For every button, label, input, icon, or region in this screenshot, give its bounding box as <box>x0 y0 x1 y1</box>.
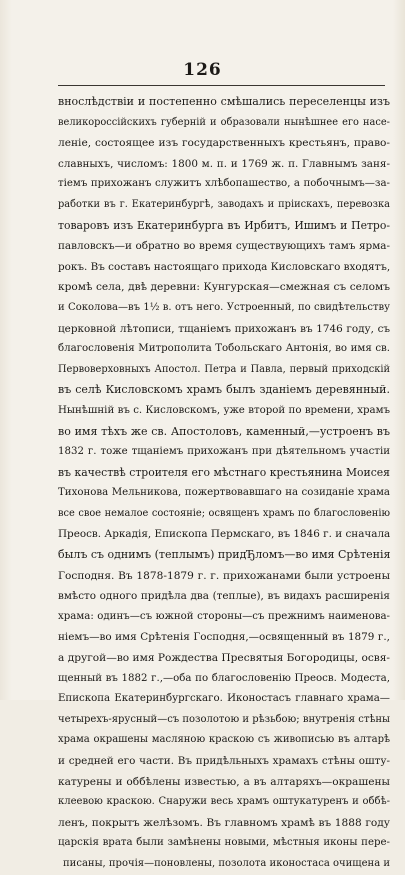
page-number: 126 <box>183 60 222 80</box>
text-line: 1832 г. тоже тщаніемъ прихожанъ при дѣятельномъ участіи <box>58 446 390 458</box>
text-line: катурены и оббѣлены известью, а въ алтаряхъ—окрашены <box>58 775 390 788</box>
text-line: павловскъ—и обратно во время существующихъ тамъ ярма- <box>58 240 390 253</box>
text-line: церковной лѣтописи, тщаніемъ прихожанъ въ 1746 году, съ <box>58 322 390 335</box>
text-line: Первоверховныхъ Апостол. Петра и Павла, первый приходскій <box>58 363 390 375</box>
text-line: Епископа Екатеринбургскаго. Иконостасъ главнаго храма— <box>58 693 390 705</box>
text-line: четырехъ-ярусный—съ позолотою и рѣзьбою; внутренія стѣны <box>58 713 390 725</box>
text-line: царскія врата были замѣнены новыми, мѣстныя иконы пере- <box>58 837 390 849</box>
text-line: внослѣдствіи и постепенно смѣшались переселенцы изъ <box>58 95 390 108</box>
header-rule <box>58 85 385 86</box>
text-line: храма: одинъ—съ южной стороны—съ прежнимъ наименова- <box>58 610 390 622</box>
text-line: работки въ г. Екатеринбургѣ, заводахъ и пріискахъ, перевозка <box>58 198 390 210</box>
text-line: въ селѣ Кисловскомъ храмъ былъ зданіемъ деревянный. <box>58 383 390 397</box>
text-line: великороссійскихъ губерній и образовали нынѣшнее его насе- <box>58 116 390 128</box>
text-line: писаны, прочія—поновлены, позолота иконостаса очищена и <box>63 857 390 869</box>
text-line: тіемъ прихожанъ служитъ хлѣбопашество, а побочнымъ—за- <box>58 178 390 190</box>
text-line: клеевою краскою. Снаружи весь храмъ оштукатуренъ и оббѣ- <box>58 796 390 808</box>
text-line: рокъ. Въ составъ настоящаго прихода Кисловскаго входятъ, <box>58 260 390 273</box>
text-line: Преосв. Аркадія, Епископа Пермскаго, въ 1846 г. и сначала <box>58 528 390 541</box>
text-line: ленъ, покрытъ желѣзомъ. Въ главномъ храмѣ въ 1888 году <box>58 816 390 829</box>
body-text <box>58 92 390 875</box>
text-line: а другой—во имя Рождества Пресвятыя Богородицы, освя- <box>58 652 390 665</box>
text-line: кромѣ села, двѣ деревни: Кунгурская—смежная съ селомъ <box>58 281 390 294</box>
text-line: вмѣсто одного придѣла два (теплые), въ видахъ расширенія <box>58 590 390 603</box>
text-line: славныхъ, числомъ: 1800 м. п. и 1769 ж. п. Главнымъ заня- <box>58 157 390 170</box>
text-line: леніе, состоящее изъ государственныхъ крестьянъ, право- <box>58 137 390 150</box>
text-line: благословенія Митрополита Тобольскаго Антонія, во имя св. <box>58 343 390 355</box>
text-line: въ качествѣ строителя его мѣстнаго крестьянина Моисея <box>58 465 390 479</box>
text-line: и Соколова—въ 1½ в. отъ него. Устроенный, по свидѣтельству <box>58 301 390 313</box>
text-line: во имя тѣхъ же св. Апостоловъ, каменный,—устроенъ въ <box>58 424 390 438</box>
text-line: Тихонова Мельникова, пожертвовавшаго на созиданіе храма <box>58 487 390 499</box>
text-line: щенный въ 1882 г.,—оба по благословенію Преосв. Модеста, <box>58 672 390 684</box>
text-line: и средней его части. Въ придѣльныхъ храмахъ стѣны ошту- <box>58 755 390 767</box>
text-line: товаровъ изъ Екатеринбурга въ Ирбитъ, Ишимъ и Петро- <box>58 218 390 232</box>
text-line: храма окрашены масляною краскою съ живописью въ алтарѣ <box>58 734 390 746</box>
text-line: ніемъ—во имя Срѣтенія Господня,—освященный въ 1879 г., <box>58 631 390 644</box>
text-line: Господня. Въ 1878-1879 г. г. прихожанами были устроены <box>58 569 390 582</box>
text-line: все свое немалое состояніе; освященъ храмъ по благословенію <box>58 507 390 519</box>
text-line: Нынѣшній въ с. Кисловскомъ, уже второй по времени, храмъ <box>58 404 390 416</box>
text-line: былъ съ однимъ (теплымъ) придЂломъ—во имя Срѣтенія <box>58 548 390 562</box>
